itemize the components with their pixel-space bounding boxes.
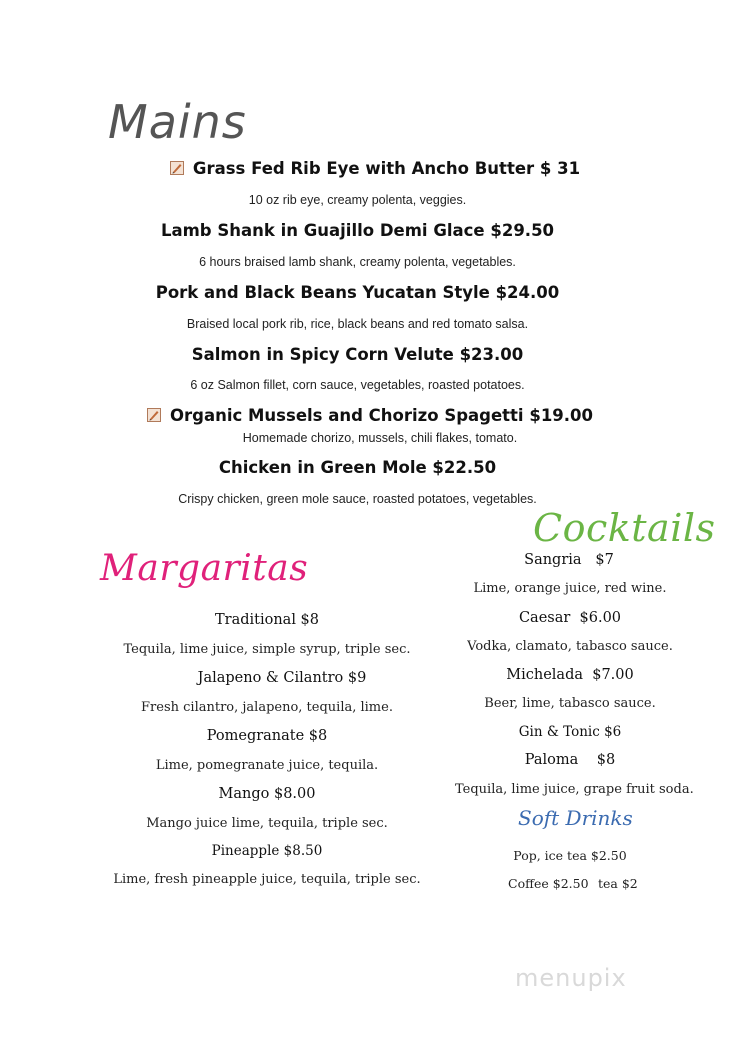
cocktail-desc: Lime, orange juice, red wine. xyxy=(473,581,667,596)
margarita-desc: Lime, pomegranate juice, tequila. xyxy=(155,758,379,773)
mains-heading: Mains xyxy=(108,95,247,149)
pencil-icon xyxy=(170,161,184,175)
margaritas-heading: Margaritas xyxy=(100,548,309,589)
main-item-desc: Braised local pork rib, rice, black beans and red tomato salsa. xyxy=(186,317,529,331)
main-item-title: Chicken in Green Mole $22.50 xyxy=(218,458,497,477)
margarita-title: Pomegranate $8 xyxy=(206,728,328,744)
cocktail-desc: Vodka, clamato, tabasco sauce. xyxy=(467,639,673,654)
main-item-title: Salmon in Spicy Corn Velute $23.00 xyxy=(191,345,524,364)
main-item-desc: Homemade chorizo, mussels, chili flakes, tomato. xyxy=(242,431,518,445)
cocktail-title: Caesar $6.00 xyxy=(518,610,622,626)
main-item-title: Grass Fed Rib Eye with Ancho Butter $ 31 xyxy=(0,159,750,179)
margarita-title: Jalapeno & Cilantro $9 xyxy=(197,670,367,686)
cocktails-heading: Cocktails xyxy=(533,506,716,550)
menupix-watermark: menupix xyxy=(515,964,627,992)
main-item-desc: 10 oz rib eye, creamy polenta, veggies. xyxy=(248,193,467,207)
pencil-icon xyxy=(147,408,161,422)
margarita-desc: Fresh cilantro, jalapeno, tequila, lime. xyxy=(141,700,393,715)
margarita-desc: Lime, fresh pineapple juice, tequila, triple sec. xyxy=(113,872,421,887)
main-item-title: Lamb Shank in Guajillo Demi Glace $29.50 xyxy=(160,221,555,240)
margarita-desc: Tequila, lime juice, simple syrup, triple sec. xyxy=(123,642,411,657)
main-item-title: Pork and Black Beans Yucatan Style $24.00 xyxy=(155,283,560,302)
cocktail-title: Sangria $7 xyxy=(524,552,614,568)
cocktail-title: Paloma $8 xyxy=(524,752,616,768)
margarita-title: Traditional $8 xyxy=(214,612,320,628)
margarita-desc: Mango juice lime, tequila, triple sec. xyxy=(146,816,388,831)
soft-drink-line: Pop, ice tea $2.50 xyxy=(513,848,627,863)
main-item-desc: 6 oz Salmon fillet, corn sauce, vegetables, roasted potatoes. xyxy=(190,378,525,392)
main-item-desc: Crispy chicken, green mole sauce, roasted potatoes, vegetables. xyxy=(178,492,537,506)
soft-drink-tea: tea $2 xyxy=(598,876,638,891)
cocktail-desc: Tequila, lime juice, grape fruit soda. xyxy=(455,782,694,797)
soft-drink-coffee: Coffee $2.50 xyxy=(508,876,589,891)
cocktail-title: Gin & Tonic $6 xyxy=(518,724,622,740)
margarita-title: Mango $8.00 xyxy=(218,786,316,802)
margarita-title: Pineapple $8.50 xyxy=(211,843,323,859)
soft-drinks-heading: Soft Drinks xyxy=(518,806,633,830)
main-item-desc: 6 hours braised lamb shank, creamy polenta, vegetables. xyxy=(199,255,516,269)
main-item-title: Organic Mussels and Chorizo Spagetti $19.00 xyxy=(0,406,740,426)
cocktail-title: Michelada $7.00 xyxy=(506,667,634,683)
cocktail-desc: Beer, lime, tabasco sauce. xyxy=(484,696,656,711)
